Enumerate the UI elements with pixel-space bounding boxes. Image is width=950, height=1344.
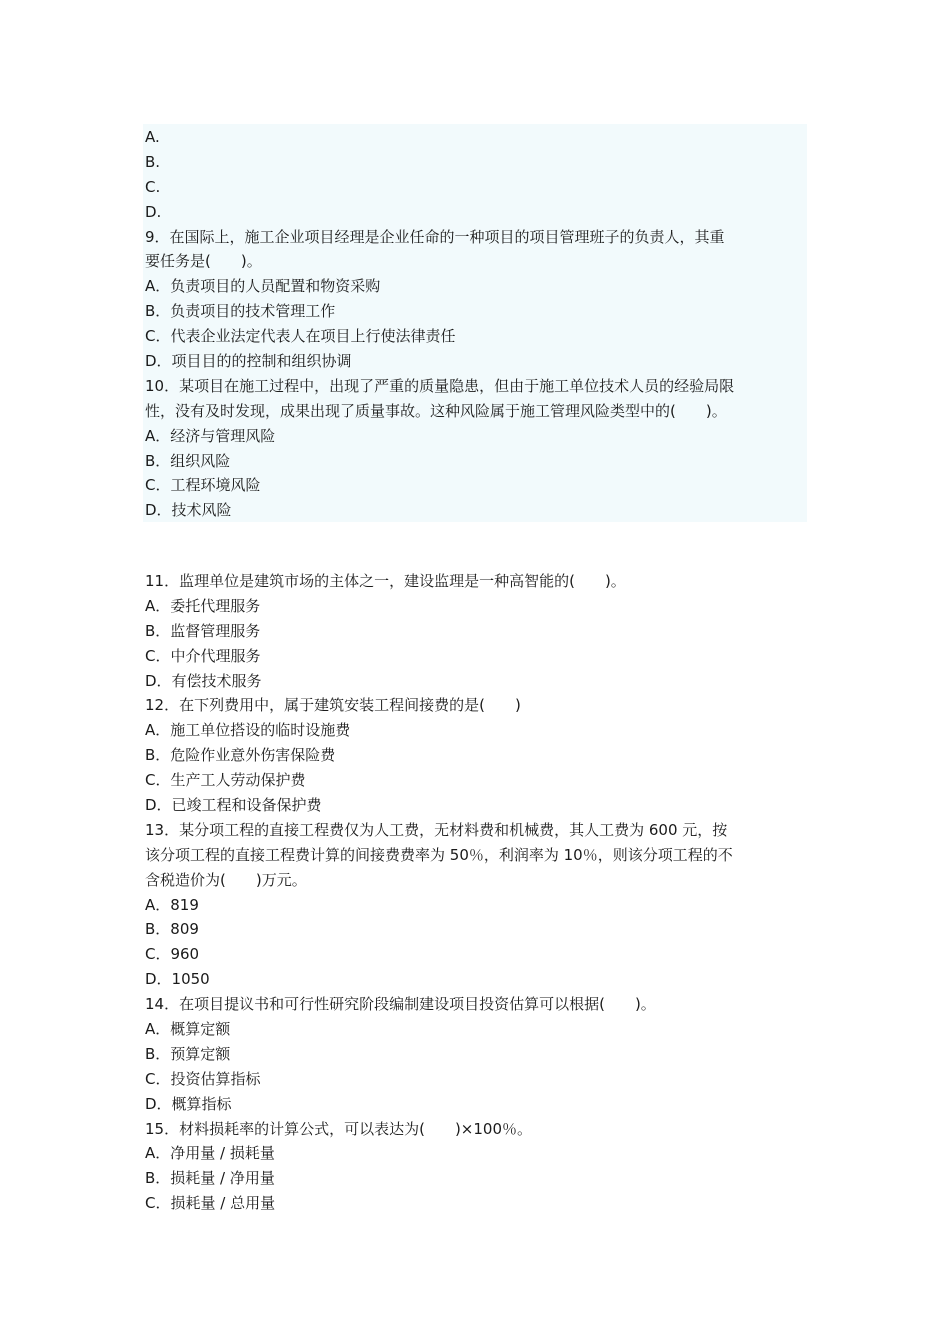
question-11-option-a: A．委托代理服务 xyxy=(145,596,261,615)
question-13-option-a: A．819 xyxy=(145,895,199,914)
question-12-option-b: B．危险作业意外伤害保险费 xyxy=(145,746,336,765)
question-9-option-a: A．负责项目的人员配置和物资采购 xyxy=(145,277,381,296)
question-15-text: 15．材料损耗率的计算公式，可以表达为( )×100％。 xyxy=(145,1119,532,1138)
question-11-option-b: B．监督管理服务 xyxy=(145,621,261,640)
question-13-option-d: D．1050 xyxy=(145,970,210,989)
question-14-text: 14．在项目提议书和可行性研究阶段编制建设项目投资估算可以根据( )。 xyxy=(145,995,656,1014)
question-13-option-b: B．809 xyxy=(145,920,199,939)
option-line: A. xyxy=(145,128,160,146)
question-10-option-a: A．经济与管理风险 xyxy=(145,426,276,445)
question-15-option-c: C．损耗量 / 总用量 xyxy=(145,1194,276,1213)
question-9-text: 要任务是( )。 xyxy=(145,252,262,271)
question-13-text: 含税造价为( )万元。 xyxy=(145,870,307,889)
question-9-option-d: D．项目目的的控制和组织协调 xyxy=(145,352,352,371)
question-10-option-d: D．技术风险 xyxy=(145,501,232,520)
question-9-text: 9．在国际上，施工企业项目经理是企业任命的一种项目的项目管理班子的负责人，其重 xyxy=(145,227,725,246)
question-block-lower xyxy=(145,569,807,1216)
question-11-option-d: D．有偿技术服务 xyxy=(145,671,262,690)
question-15-option-b: B．损耗量 / 净用量 xyxy=(145,1169,275,1188)
question-13-option-c: C．960 xyxy=(145,945,200,964)
question-block-upper xyxy=(145,125,807,523)
question-11-text: 11．监理单位是建筑市场的主体之一，建设监理是一种高智能的( )。 xyxy=(145,572,626,590)
question-15-option-a: A．净用量 / 损耗量 xyxy=(145,1144,275,1163)
question-14-option-c: C．投资估算指标 xyxy=(145,1069,261,1088)
question-10-text: 10．某项目在施工过程中，出现了严重的质量隐患，但由于施工单位技术人员的经验局限 xyxy=(145,376,735,395)
question-12-option-c: C．生产工人劳动保护费 xyxy=(145,771,306,790)
question-12-option-d: D．已竣工程和设备保护费 xyxy=(145,796,322,815)
question-14-option-d: D．概算指标 xyxy=(145,1094,232,1113)
option-line: D. xyxy=(145,202,162,221)
question-14-option-b: B．预算定额 xyxy=(145,1044,231,1063)
option-line: B. xyxy=(145,152,161,171)
question-11-option-c: C．中介代理服务 xyxy=(145,646,261,665)
option-line: C. xyxy=(145,177,161,196)
question-12-option-a: A．施工单位搭设的临时设施费 xyxy=(145,721,351,740)
question-10-option-b: B．组织风险 xyxy=(145,451,231,470)
question-13-text: 该分项工程的直接工程费计算的间接费费率为 50％，利润率为 10％，则该分项工程的不 xyxy=(145,845,733,864)
question-9-option-c: C．代表企业法定代表人在项目上行使法律责任 xyxy=(145,327,456,346)
question-10-text: 性，没有及时发现，成果出现了质量事故。这种风险属于施工管理风险类型中的( )。 xyxy=(145,401,727,420)
question-9-option-b: B．负责项目的技术管理工作 xyxy=(145,302,336,321)
question-12-text: 12．在下列费用中，属于建筑安装工程间接费的是( ) xyxy=(145,696,521,715)
question-10-option-c: C．工程环境风险 xyxy=(145,476,261,495)
question-13-text: 13．某分项工程的直接工程费仅为人工费，无材料费和机械费，其人工费为 600 元，按 xyxy=(145,820,728,839)
question-14-option-a: A．概算定额 xyxy=(145,1020,231,1039)
